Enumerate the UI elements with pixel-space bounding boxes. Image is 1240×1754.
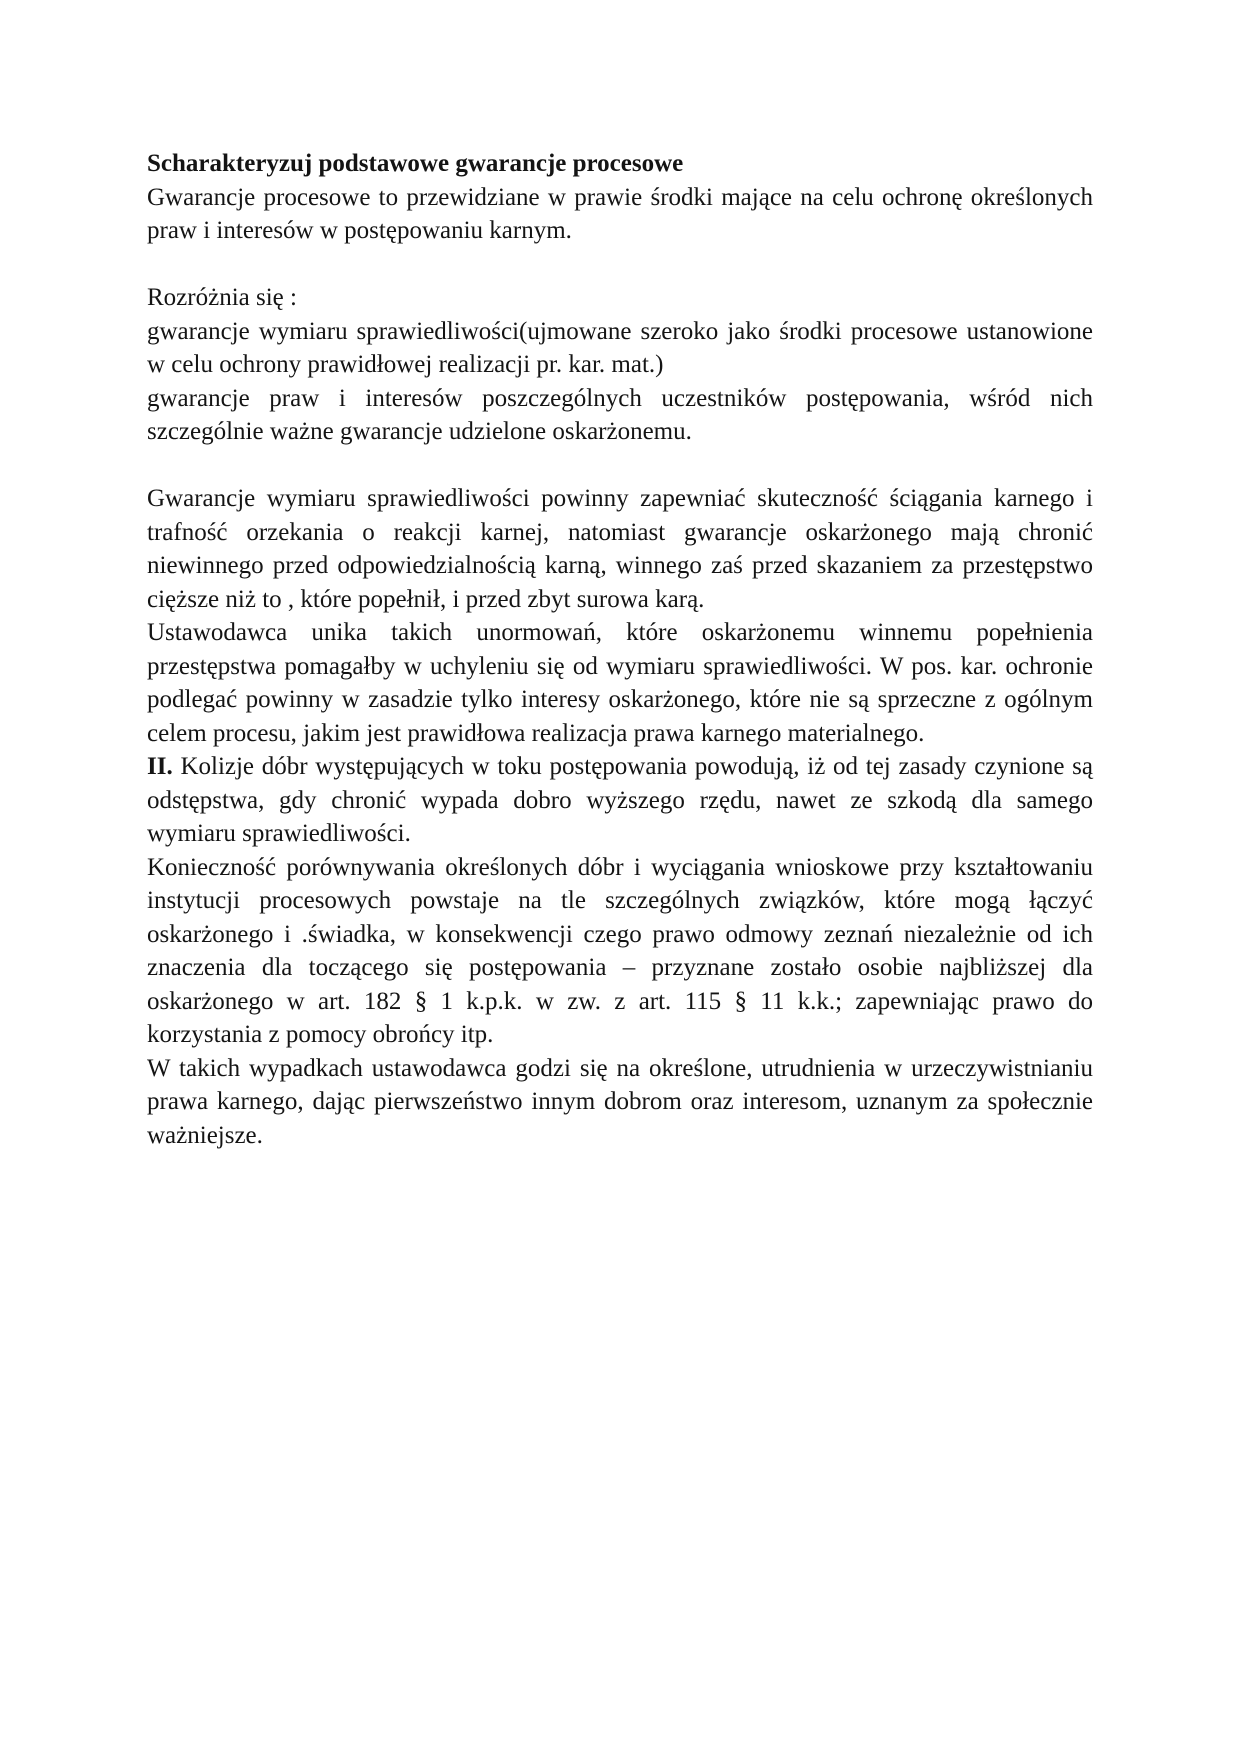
distinction-label: Rozróżnia się : <box>147 284 297 311</box>
document-body <box>147 147 1093 1152</box>
collision-text: Kolizje dóbr występujących w toku postępowania powodują, iż od tej zasady czynione są odstępstwa, gdy chronić wypada dobro wyższego rzędu, nawet ze szkodą dla samego wymiaru sprawiedliwości. <box>147 753 1093 847</box>
list-item-justice-guarantees: gwarancje wymiaru sprawiedliwości(ujmowane szeroko jako środki procesowe ustanowione w celu ochrony prawidłowej realizacji pr. kar. mat.) <box>147 317 1093 378</box>
paragraph-comparison-of-goods: Konieczność porównywania określonych dóbr i wyciągania wnioskowe przy kształtowaniu instytucji procesowych powstaje na tle szczególnych związków, które mogą łączyć oskarżonego i .świadka, w konsekwencji czego prawo odmowy zeznań niezależnie od ich znaczenia dla toczącego się postępowania – przyznane zostało osobie najbliższej dla oskarżonego w art. 182 § 1 k.p.k. w zw. z art. 115 § 11 k.k.; zapewniając prawo do korzystania z pomocy obrońcy itp. <box>147 853 1093 1048</box>
intro-paragraph: Gwarancje procesowe to przewidziane w prawie środki mające na celu ochronę określonych praw i interesów w postępowaniu karnym. <box>147 183 1093 244</box>
roman-numeral-marker: II. <box>147 753 173 780</box>
paragraph-guarantee-purpose: Gwarancje wymiaru sprawiedliwości powinny zapewniać skuteczność ściągania karnego i trafność orzekania o reakcji karnej, natomiast gwarancje oskarżonego mają chronić niewinnego przed odpowiedzialnością karną, winnego zaś przed skazaniem za przestępstwo cięższe niż to , które popełnił, i przed zbyt surowa karą. <box>147 485 1093 613</box>
paragraph-legislator-avoidance: Ustawodawca unika takich unormowań, które oskarżonemu winnemu popełnienia przestępstwa pomagałby w uchyleniu się od wymiaru sprawiedliwości. W pos. kar. ochronie podlegać powinny w zasadzie tylko interesy oskarżonego, które nie są sprzeczne z ogólnym celem procesu, jakim jest prawidłowa realizacja prawa karnego materialnego. <box>147 619 1093 747</box>
paragraph-collision-of-goods <box>147 750 1093 851</box>
list-item-participant-guarantees: gwarancje praw i interesów poszczególnych uczestników postępowania, wśród nich szczególnie ważne gwarancje udzielone oskarżonemu. <box>147 384 1093 445</box>
paragraph-legislator-compromise: W takich wypadkach ustawodawca godzi się na określone, utrudnienia w urzeczywistnianiu prawa karnego, dając pierwszeństwo innym dobrom oraz interesom, uznanym za społecznie ważniejsze. <box>147 1054 1093 1149</box>
document-title: Scharakteryzuj podstawowe gwarancje procesowe <box>147 150 684 177</box>
blank-line <box>147 248 1093 282</box>
blank-line <box>147 449 1093 483</box>
